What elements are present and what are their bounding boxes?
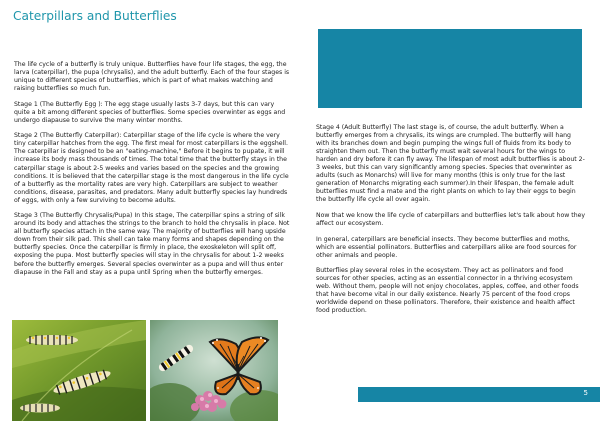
paragraph-stage-3: Stage 3 (The Butterfly Chrysalis/Pupa) In this stage, The caterpillar spins a string of silk around its body and attaches the strings to the branch to hold the chrysalis in place. Not all butterfly species attach in the same way. The majority of butterflies will hang upside down from their silk pad. This shell can take many forms and shapes depending on the butterfly species. Once the caterpillar is firmly in place, the exoskeleton will split off, exposing the pupa. Most butterfly species will stay in the chrysalis for about 1-2 weeks before the butterfly emerges. Several species overwinter as a pupa and will thus enter diapause in the Fall and stay as a pupa until Spring when the butterfly emerges. xyxy=(14,212,290,276)
monarch-butterfly-image xyxy=(150,320,278,421)
caterpillars-photo xyxy=(12,320,146,421)
paragraph-stage-4: Stage 4 (Adult Butterfly) The last stage is, of course, the adult butterfly. When a butterfly emerges from a chrysalis, its wings are crumpled. The butterfly will hang with its branches down and begin pumping the wings full of fluids from its body to straighten them out. Then the butterfly must wait several hours for the wings to harden and dry before it can fly away. The lifespan of most adult butterflies is about 2-3 weeks, but this can vary significantly among species. Species that overwinter as adults (such as Monarchs) will live for many months (this is only true for the last generation of Monarchs migrating each summer).In their lifespan, the female adult butterflies must find a mate and the right plants on which to lay their eggs to begin the butterfly life cycle all over again. xyxy=(316,124,585,204)
page-number: 5 xyxy=(583,389,588,397)
paragraph-ecosystem-intro: Now that we know the life cycle of caterpillars and butterflies let's talk about how they affect our ecosystem. xyxy=(316,211,586,228)
paragraph-butterfly-roles: Butterflies play several roles in the ecosystem. They act as pollinators and food sources for other species, acting as an essential connector in a thriving ecosystem web. Without them, people will not enjoy chocolates, apples, coffee, and other foods that have become vital in our daily existence. Nearly 75 percent of the food crops worldwide depend on these pollinators. Therefore, their existence and health affect food production. xyxy=(316,267,579,315)
paragraph-stage-1: Stage 1 (The Butterfly Egg ): The egg stage usually lasts 3-7 days, but this can vary quite a bit among different species of butterflies. Some species overwinter as eggs and undergo diapause to survive the many winter months. xyxy=(14,100,286,124)
paragraph-intro: The life cycle of a butterfly is truly unique. Butterflies have four life stages, the egg, the larva (caterpillar), the pupa (chrysalis), and the adult butterfly. Each of the four stages is unique to different species of butterflies, which is part of what makes watching and raising butterflies so much fun. xyxy=(14,61,290,93)
header-color-block xyxy=(318,29,582,108)
right-text-column xyxy=(316,124,586,323)
caterpillars-image xyxy=(12,320,146,421)
paragraph-stage-2: Stage 2 (The Butterfly Caterpillar): Caterpillar stage of the life cycle is where the very tiny caterpillar hatches from the egg. The first meal for most caterpillars is the eggshell. The caterpillar is designed to be an "eating-machine," Before it begins to pupate, it will increase its body mass thousands of times. The total time that the butterfly stays in the caterpillar stage is about 2-5 weeks and varies based on the species and the growing conditions. It is believed that the caterpillar stage is the most dangerous in the life cycle of a butterfly as the mortality rates are very high. Caterpillars are subject to weather conditions, disease, parasites, and predators. Many adult butterfly species lay hundreds of eggs, with only a few surviving to become adults. xyxy=(14,132,289,204)
left-text-column xyxy=(14,61,290,284)
page-title: Caterpillars and Butterflies xyxy=(13,9,177,23)
page-number-tab xyxy=(358,387,600,402)
monarch-butterfly-photo xyxy=(150,320,278,421)
paragraph-caterpillars-beneficial: In general, caterpillars are beneficial insects. They become butterflies and moths, which are essential pollinators. Butterflies and caterpillars alike are food sources for other animals and people. xyxy=(316,235,577,259)
